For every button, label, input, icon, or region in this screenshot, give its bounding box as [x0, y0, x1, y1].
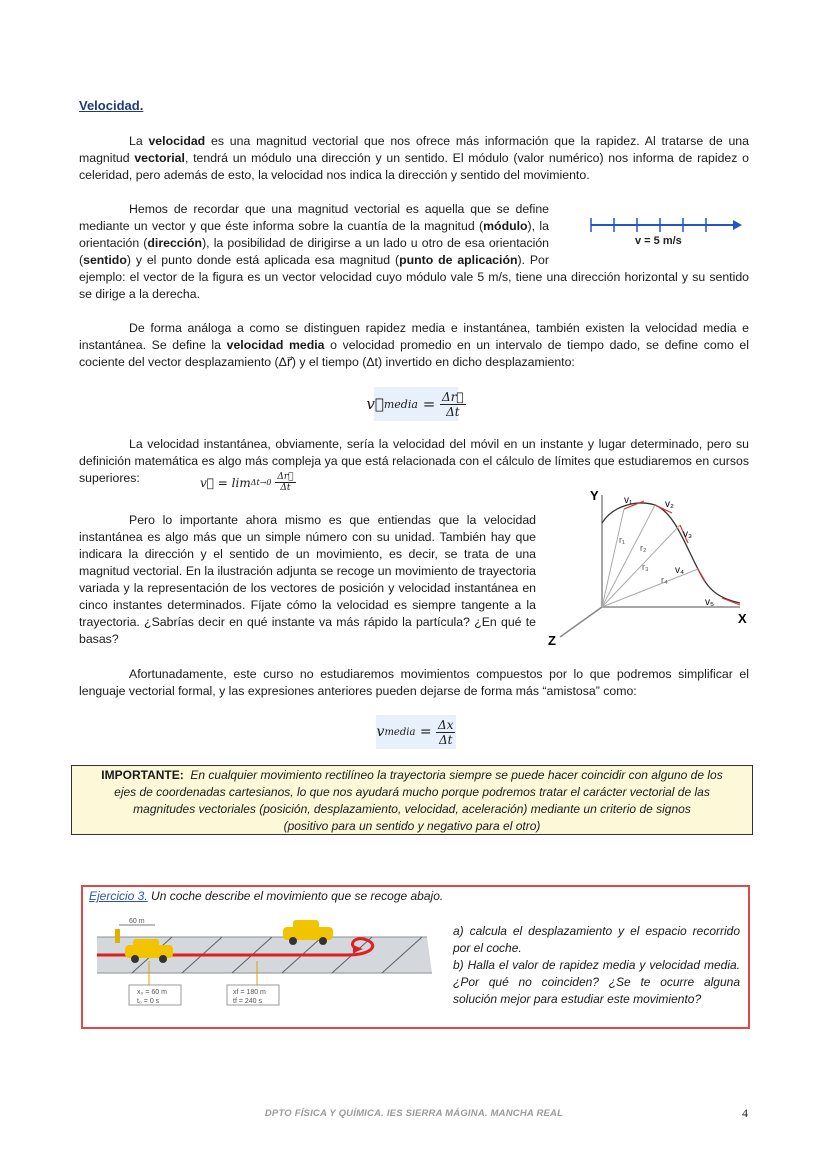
exercise-box: Ejercicio 3. Un coche describe el movimiento que se recoge abajo. 60 m x₀ = 60 m t₀ = 0 s xf = 180 m tf = 240 s a) calcula el desplazamiento y el espacio recorrido por el coche. b) Halla el valor de rapidez media y velocidad media. ¿Por qué no coinciden? ¿Se te ocurre alguna solución mejor para estudiar este movimiento? [81, 885, 750, 1029]
exercise-questions [453, 923, 740, 1008]
v2-label: v₂ [665, 499, 674, 510]
question-a: a) calcula el desplazamiento y el espacio recorrido por el coche. [453, 924, 740, 955]
footer: DPTO FÍSICA Y QUÍMICA. IES SIERRA MÁGINA. MANCHA REAL [264, 1108, 564, 1119]
distance-label: 60 m [129, 918, 145, 925]
axis-z-label: Z [548, 633, 556, 648]
important-label: IMPORTANTE: [101, 768, 184, 782]
v5-label: v₅ [705, 597, 715, 608]
r3-label: r₃ [642, 562, 649, 572]
vector-label: v = 5 m/s [635, 235, 682, 247]
axis-x-label: X [738, 611, 747, 626]
paragraph-simplify: Afortunadamente, este curso no estudiaremos movimientos compuestos por lo que podremos simplificar el lenguaje vectorial formal, y las expresiones anteriores pueden dejarse de forma más “amistosa” como: [79, 667, 749, 698]
v1-label: v₁ [624, 495, 633, 506]
important-note-box: IMPORTANTE: En cualquier movimiento rectilíneo la trayectoria siempre se puede hacer coincidir con alguno de los ejes de coordenadas cartesianos, lo que nos ayudará mucho porque podremos tratar el carácter vectorial de las magnitudes vectoriales (posición, desplazamiento, velocidad, aceleración) mediante un criterio de signos (positivo para un sentido y negativo para el otro) [71, 765, 753, 835]
mean-velocity-formula: v⃗ media = $\frac{\Delta r⃗}{\Delta t}$ [374, 387, 458, 421]
question-b: b) Halla el valor de rapidez media y velocidad media. ¿Por qué no coinciden? ¿Se te ocurre alguna solución mejor para estudiar este movimiento? [453, 958, 740, 1006]
xf-label: xf = 180 m [233, 989, 266, 996]
v4-label: v₄ [675, 565, 685, 576]
trajectory-figure [540, 485, 755, 650]
instantaneous-velocity-formula: v⃗ = lim Δt→0 $\frac{\Delta r⃗}{\Delta t}$ [200, 472, 294, 493]
r2-label: r₂ [640, 543, 647, 553]
t0-label: t₀ = 0 s [137, 998, 160, 1005]
tf-label: tf = 240 s [233, 998, 262, 1005]
page-number: 4 [742, 1106, 748, 1120]
velocity-vector-figure [585, 212, 745, 252]
paragraph-instantaneous-velocity: La velocidad instantánea, obviamente, sería la velocidad del móvil en un instante y lugar determinado, pero su definición matemática es algo más compleja ya que está relacionada con el cálculo de límites que estudiaremos en cursos superiores: [79, 437, 749, 485]
x0-label: x₀ = 60 m [137, 989, 167, 996]
r4-label: r₄ [661, 575, 668, 585]
exercise-label: Ejercicio 3. [89, 889, 148, 903]
paragraph-velocity-intro: La velocidad es una magnitud vectorial que nos ofrece más información que la rapidez. Al tratarse de una magnitud vectorial, tendrá un módulo una dirección y un sentido. El módulo (valor numérico) nos informa de rapidez o celeridad, pero además de esto, la velocidad nos indica la dirección y sentido del movimiento. [79, 134, 749, 182]
paragraph-trajectory: Pero lo importante ahora mismo es que entiendas que la velocidad instantánea es algo más que un simple número con su unidad. También hay que indicara la dirección y el sentido de un movimiento, es decir, se trata de una magnitud vectorial. En la ilustración adjunta se recoge un movimiento de trayectoria variada y la representación de los vectores de posición y velocidad instantánea en cinco instantes determinados. Fíjate cómo la velocidad es siempre tangente a la trayectoria. ¿Sabrías decir en qué instante va más rápido la partícula? ¿En qué te basas? [79, 513, 536, 646]
mean-velocity-scalar-formula: v media = $\frac{\Delta x}{\Delta t}$ [376, 715, 456, 749]
r1-label: r₁ [619, 535, 626, 545]
axis-y-label: Y [590, 488, 599, 503]
v3-label: v₃ [683, 529, 693, 540]
section-title: Velocidad. [79, 98, 144, 113]
car-motion-figure [97, 915, 432, 1010]
paragraph-vector-definition: Hemos de recordar que una magnitud vectorial es aquella que se define mediante un vector y que éste informa sobre la cuantía de la magnitud (módulo), la orientación (dirección), la posibilidad de dirigirse a un lado u otro de esa orientación (sentido) y el punto donde está aplicada esa magnitud (punto de aplicación). Por ejemplo: el vector de la figura es un vector velocidad cuyo módulo vale 5 m/s, tiene una dirección horizontal y su sentido se dirige a la derecha. [79, 202, 749, 301]
paragraph-mean-velocity: De forma análoga a como se distinguen rapidez media e instantánea, también existen la velocidad media e instantánea. Se define la velocidad media o velocidad promedio en un intervalo de tiempo dado, se define como el cociente del vector desplazamiento (Δr⃗) y el tiempo (Δt) invertido en dicho desplazamiento: [79, 321, 749, 369]
